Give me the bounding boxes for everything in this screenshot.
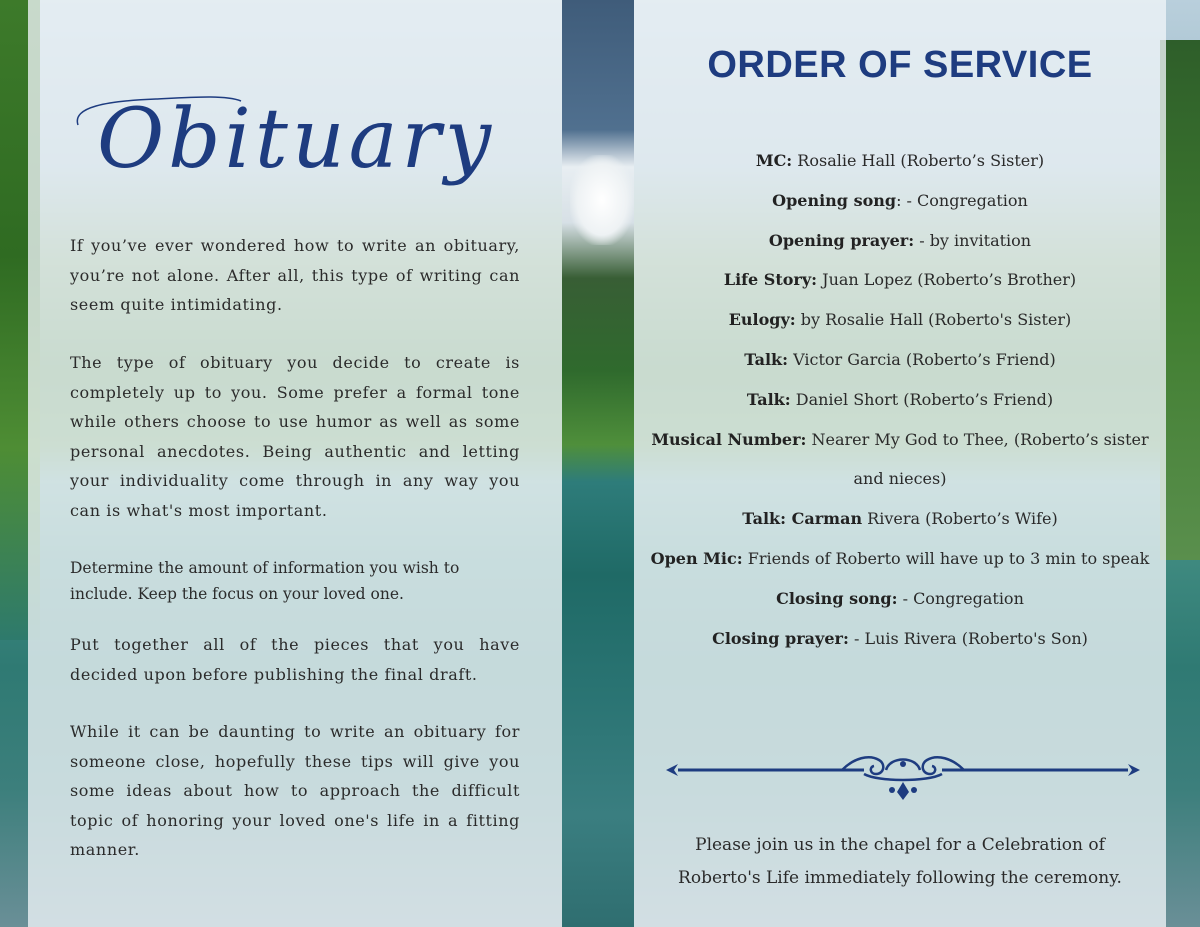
obituary-paragraph-1: If you’ve ever wondered how to write an obituary, you’re not alone. After all, this type of writing can seem quite intimidating. bbox=[70, 236, 520, 314]
obituary-paragraph-5: While it can be daunting to write an obituary for someone close, hopefully these tips will give you some ideas about how to approach the difficult topic of honoring your loved one's life in a fitting manner. bbox=[70, 722, 520, 859]
service-item-text: - Congregation bbox=[897, 588, 1024, 608]
service-item bbox=[644, 380, 1156, 420]
service-item-label: Talk: Carman bbox=[742, 509, 863, 529]
service-item-text: Friends of Roberto will have up to 3 min to speak bbox=[742, 548, 1150, 568]
service-item bbox=[644, 260, 1156, 300]
obituary-paragraph-3: Determine the amount of information you wish to include. Keep the focus on your loved one. bbox=[70, 559, 460, 603]
service-item-text: Daniel Short (Roberto’s Friend) bbox=[790, 389, 1054, 409]
order-of-service-panel bbox=[634, 0, 1166, 927]
service-item bbox=[644, 420, 1156, 500]
service-item-label: Opening prayer: bbox=[768, 230, 915, 250]
service-item bbox=[644, 619, 1156, 659]
service-item-label: Closing song: bbox=[776, 588, 898, 608]
service-item-label: MC: bbox=[755, 151, 793, 170]
service-item-label: Talk: bbox=[744, 349, 789, 369]
background-center-strip bbox=[562, 0, 634, 927]
service-item bbox=[644, 141, 1156, 181]
service-item bbox=[644, 181, 1156, 221]
obituary-paragraph-4: Put together all of the pieces that you have decided upon before publishing the final draft. bbox=[70, 635, 520, 684]
obituary-paragraph-2: The type of obituary you decide to create is completely up to you. Some prefer a formal tone while others choose to use humor as well as some personal anecdotes. Being authentic and letting your individuality come through in any way you can is what's most important. bbox=[70, 353, 520, 520]
service-item-label: Musical Number: bbox=[651, 429, 807, 449]
service-item-label: Talk: bbox=[746, 389, 791, 409]
service-item-text: Victor Garcia (Roberto’s Friend) bbox=[788, 349, 1056, 369]
service-item-label: Opening song bbox=[772, 190, 897, 210]
service-item bbox=[644, 300, 1156, 340]
closing-invitation: Please join us in the chapel for a Celebration of Roberto's Life immediately following the ceremony. bbox=[678, 835, 1122, 888]
obituary-title-text: Obituary bbox=[96, 92, 496, 187]
service-item bbox=[644, 579, 1156, 619]
service-item-text: Rosalie Hall (Roberto’s Sister) bbox=[792, 151, 1045, 170]
background-trees-right bbox=[1160, 40, 1200, 560]
obituary-title bbox=[76, 55, 516, 205]
service-item-label: Closing prayer: bbox=[712, 628, 849, 648]
service-item bbox=[644, 221, 1156, 261]
service-item-text: Rivera (Roberto’s Wife) bbox=[862, 509, 1058, 529]
service-program-list bbox=[644, 141, 1156, 658]
service-item-label: Eulogy: bbox=[728, 310, 796, 330]
service-item-text: - Luis Rivera (Roberto's Son) bbox=[848, 628, 1088, 648]
flourish-divider-icon bbox=[664, 748, 1142, 806]
service-item-text: Nearer My God to Thee, (Roberto’s sister and nieces) bbox=[806, 429, 1149, 489]
service-item-text: Juan Lopez (Roberto’s Brother) bbox=[817, 270, 1077, 290]
order-of-service-title: ORDER OF SERVICE bbox=[707, 44, 1093, 86]
service-item bbox=[644, 539, 1156, 579]
service-item bbox=[644, 499, 1156, 539]
service-item-text: by Rosalie Hall (Roberto's Sister) bbox=[795, 310, 1072, 330]
service-item-label: Life Story: bbox=[723, 270, 818, 290]
background-cloud bbox=[570, 155, 634, 245]
service-item-text: : - Congregation bbox=[896, 190, 1028, 210]
service-item-label: Open Mic: bbox=[650, 548, 743, 568]
service-item-text: - by invitation bbox=[914, 230, 1032, 250]
service-item bbox=[644, 340, 1156, 380]
obituary-panel bbox=[28, 0, 562, 927]
